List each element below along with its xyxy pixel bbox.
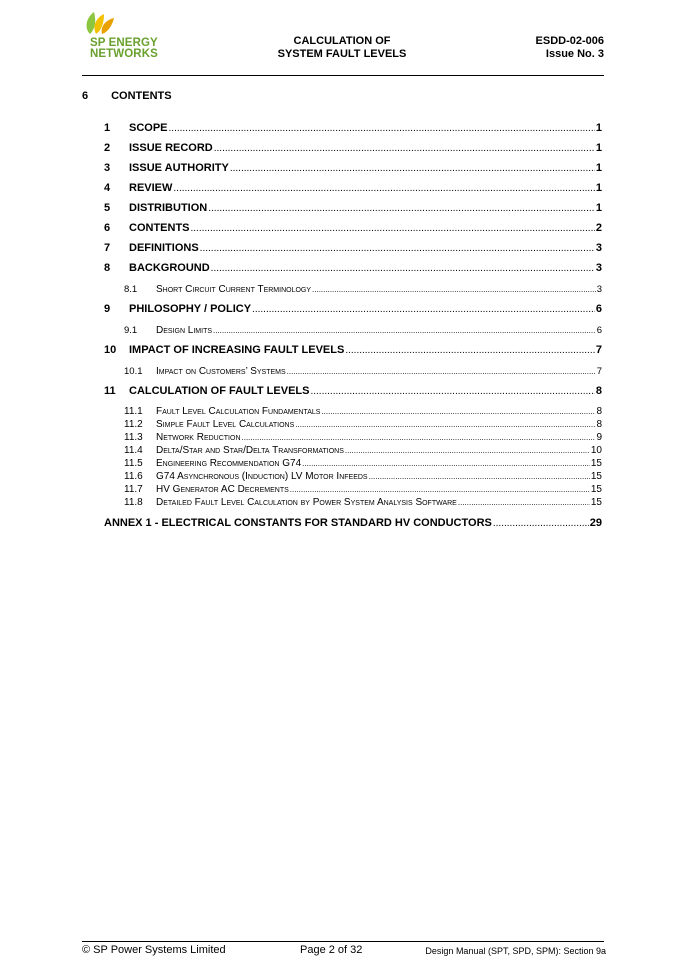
- toc-leader-dots: [312, 285, 596, 294]
- toc-entry-title: Delta/Star and Star/Delta Transformations: [156, 445, 344, 456]
- toc-leader-dots: [321, 407, 595, 416]
- toc-leader-dots: [213, 326, 596, 335]
- toc-entry-title: Engineering Recommendation G74: [156, 458, 302, 469]
- page-header: [82, 10, 604, 74]
- toc-entry-page: 1: [595, 162, 602, 174]
- toc-entry-page: 10: [590, 445, 602, 456]
- toc-entry-title: IMPACT OF INCREASING FAULT LEVELS: [129, 344, 345, 356]
- toc-entry-number: 11.4: [124, 445, 143, 456]
- document-title: [222, 35, 462, 61]
- toc-entry-title: REVIEW: [129, 182, 173, 194]
- toc-entry-title: Network Reduction: [156, 432, 241, 443]
- toc-entry-page: 3: [595, 262, 602, 274]
- toc-entry-page: 1: [595, 202, 602, 214]
- toc-entry-title: PHILOSOPHY / POLICY: [129, 303, 252, 315]
- header-divider: [82, 75, 604, 76]
- toc-leader-dots: [214, 143, 595, 154]
- toc-entry[interactable]: [104, 344, 602, 358]
- toc-entry-number: 11.2: [124, 419, 143, 430]
- toc-entry-number: 11.1: [124, 406, 143, 417]
- toc-leader-dots: [252, 304, 595, 315]
- toc-subentry[interactable]: [124, 432, 602, 444]
- toc-entry[interactable]: [104, 122, 602, 136]
- toc-entry-number: 7: [104, 242, 111, 254]
- toc-entry[interactable]: [104, 242, 602, 256]
- toc-entry-number: 9: [104, 303, 111, 315]
- toc-subentry[interactable]: [124, 471, 602, 483]
- toc-entry-page: 15: [590, 497, 602, 508]
- toc-entry-page: 1: [595, 142, 602, 154]
- toc-entry-title: DISTRIBUTION: [129, 202, 208, 214]
- toc-entry-title: ISSUE AUTHORITY: [129, 162, 229, 174]
- toc-entry-title: HV Generator AC Decrements: [156, 484, 289, 495]
- toc-leader-dots: [290, 485, 590, 494]
- toc-entry-number: 8: [104, 262, 111, 274]
- toc-subentry[interactable]: [124, 445, 602, 457]
- toc-entry-number: 11: [104, 385, 116, 397]
- toc-leader-dots: [200, 243, 595, 254]
- toc-leader-dots: [302, 459, 590, 468]
- toc-entry-title: ISSUE RECORD: [129, 142, 213, 154]
- toc-entry-page: 7: [595, 344, 602, 356]
- section-title: CONTENTS: [111, 90, 172, 102]
- toc-leader-dots: [295, 420, 595, 429]
- toc-entry-title: DEFINITIONS: [129, 242, 199, 254]
- toc-entry-number: 11.8: [124, 497, 143, 508]
- toc-leader-dots: [211, 263, 595, 274]
- toc-subentry[interactable]: [124, 284, 602, 296]
- logo-text-line2: NETWORKS: [90, 48, 158, 60]
- issue-number: Issue No. 3: [545, 48, 604, 60]
- toc-entry-title: ANNEX 1 - ELECTRICAL CONSTANTS FOR STANDARD HV CONDUCTORS: [104, 517, 492, 529]
- toc-subentry[interactable]: [124, 366, 602, 378]
- toc-entry-number: 8.1: [124, 284, 138, 295]
- toc-entry-page: 29: [589, 517, 602, 529]
- toc-leader-dots: [369, 472, 590, 481]
- toc-entry-title: Short Circuit Current Terminology: [156, 284, 312, 295]
- toc-entry-page: 1: [595, 122, 602, 134]
- toc-entry-number: 10: [104, 344, 117, 356]
- toc-subentry[interactable]: [124, 406, 602, 418]
- toc-entry-page: 9: [596, 432, 602, 443]
- toc-entry-page: 8: [596, 419, 602, 430]
- toc-entry-number: 11.5: [124, 458, 143, 469]
- toc-subentry[interactable]: [124, 484, 602, 496]
- toc-entry[interactable]: [104, 182, 602, 196]
- toc-entry-title: SCOPE: [129, 122, 168, 134]
- toc-entry-page: 2: [595, 222, 602, 234]
- document-title-line2: SYSTEM FAULT LEVELS: [277, 48, 407, 60]
- toc-leader-dots: [345, 345, 595, 356]
- toc-entry-page: 8: [595, 385, 602, 397]
- toc-entry-number: 5: [104, 202, 111, 214]
- toc-entry-page: 6: [595, 303, 602, 315]
- toc-entry[interactable]: [104, 142, 602, 156]
- toc-entry-page: 6: [596, 325, 602, 336]
- toc-entry[interactable]: [104, 162, 602, 176]
- toc-subentry[interactable]: [124, 419, 602, 431]
- toc-entry-title: Simple Fault Level Calculations: [156, 419, 295, 430]
- toc-entry-number: 10.1: [124, 366, 143, 377]
- toc-entry-page: 7: [596, 366, 602, 377]
- toc-entry-page: 15: [590, 458, 602, 469]
- toc-entry-page: 15: [590, 471, 602, 482]
- toc-entry-page: 15: [590, 484, 602, 495]
- toc-entry-title: BACKGROUND: [129, 262, 210, 274]
- toc-leader-dots: [493, 518, 589, 529]
- toc-entry-number: 9.1: [124, 325, 138, 336]
- logo-text-line1: SP ENERGY: [90, 37, 158, 49]
- section-heading: [82, 90, 172, 102]
- toc-entry-page: 3: [596, 284, 602, 295]
- toc-annex-entry[interactable]: [104, 517, 602, 531]
- section-number: 6: [82, 90, 89, 102]
- toc-leader-dots: [191, 223, 595, 234]
- document-title-line1: CALCULATION OF: [293, 35, 391, 47]
- toc-entry-page: 8: [596, 406, 602, 417]
- toc-leader-dots: [169, 123, 595, 134]
- leaf-icon: [82, 10, 122, 36]
- toc-entry[interactable]: [104, 262, 602, 276]
- toc-leader-dots: [345, 446, 590, 455]
- document-number: ESDD-02-006: [535, 35, 604, 47]
- toc-leader-dots: [310, 386, 594, 397]
- toc-entry-title: G74 Asynchronous (Induction) LV Motor Infeeds: [156, 471, 368, 482]
- toc-entry-title: Detailed Fault Level Calculation by Power System Analysis Software: [156, 497, 457, 508]
- toc-entry-number: 4: [104, 182, 111, 194]
- toc-subentry[interactable]: [124, 325, 602, 337]
- toc-entry-number: 11.3: [124, 432, 143, 443]
- toc-entry-page: 3: [595, 242, 602, 254]
- toc-entry-title: CONTENTS: [129, 222, 190, 234]
- toc-entry-number: 6: [104, 222, 111, 234]
- toc-entry-page: 1: [595, 182, 602, 194]
- toc-leader-dots: [173, 183, 594, 194]
- toc-leader-dots: [208, 203, 595, 214]
- toc-subentry[interactable]: [124, 497, 602, 509]
- toc-entry-number: 11.6: [124, 471, 143, 482]
- toc-entry[interactable]: [104, 222, 602, 236]
- toc-entry-number: 2: [104, 142, 111, 154]
- toc-leader-dots: [287, 367, 596, 376]
- toc-entry-title: Impact on Customers’ Systems: [156, 366, 286, 377]
- toc-leader-dots: [242, 433, 596, 442]
- toc-subentry[interactable]: [124, 458, 602, 470]
- toc-entry-number: 11.7: [124, 484, 143, 495]
- document-meta: [536, 35, 604, 61]
- toc-leader-dots: [230, 163, 595, 174]
- footer-manual-reference: Design Manual (SPT, SPD, SPM): Section 9a: [425, 946, 606, 956]
- toc-entry-number: 1: [104, 122, 111, 134]
- toc-entry-title: CALCULATION OF FAULT LEVELS: [129, 385, 310, 397]
- sp-energy-networks-logo: [82, 10, 182, 70]
- toc-entry-title: Fault Level Calculation Fundamentals: [156, 406, 321, 417]
- footer-page-number: Page 2 of 32: [300, 944, 363, 956]
- toc-entry[interactable]: [104, 303, 602, 317]
- toc-entry[interactable]: [104, 202, 602, 216]
- toc-leader-dots: [458, 498, 590, 507]
- toc-entry-title: Design Limits: [156, 325, 213, 336]
- toc-entry[interactable]: [104, 385, 602, 399]
- footer-divider: [82, 941, 604, 942]
- toc-entry-number: 3: [104, 162, 111, 174]
- footer-copyright: © SP Power Systems Limited: [82, 944, 226, 956]
